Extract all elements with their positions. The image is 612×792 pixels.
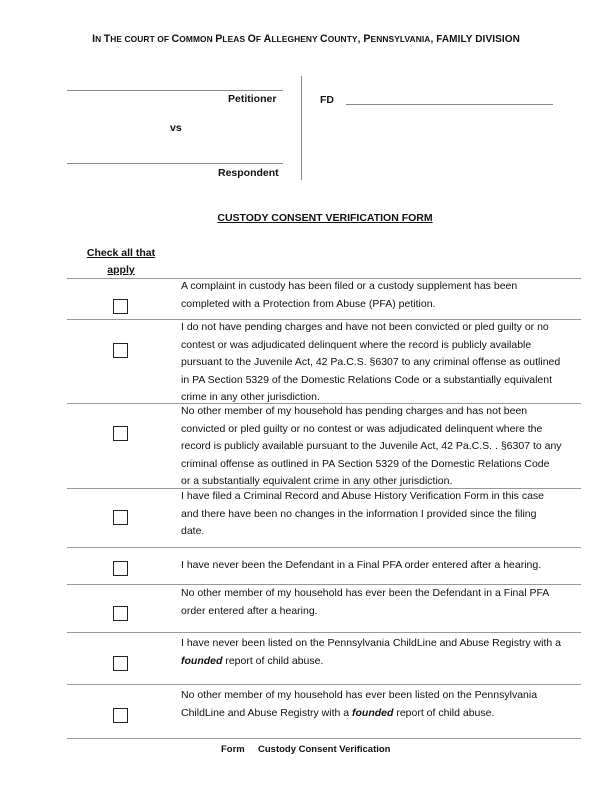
statement-text: I have filed a Criminal Record and Abuse History Verification Form in this case and there have been no changes in the information I provided since the filing date. xyxy=(181,490,544,537)
statement-text: I have never been the Defendant in a Final PFA order entered after a hearing. xyxy=(181,559,542,571)
row-divider xyxy=(67,547,581,548)
statement-text: A complaint in custody has been filed or a custody supplement has been completed with a Protection from Abuse (PFA) petition. xyxy=(181,280,518,310)
petitioner-label: Petitioner xyxy=(228,93,277,105)
statement-checkbox[interactable] xyxy=(113,656,128,671)
statement-checkbox[interactable] xyxy=(113,606,128,621)
statement-checkbox[interactable] xyxy=(113,343,128,358)
statement-checkbox[interactable] xyxy=(113,510,128,525)
statement-text: No other member of my household has ever been listed on the Pennsylvania ChildLine and Abuse Registry with a founded report of child abuse. xyxy=(181,689,538,719)
footer-form-name: Custody Consent Verification xyxy=(258,744,391,755)
row-divider xyxy=(67,632,581,633)
caption-divider xyxy=(301,76,302,180)
form-title: CUSTODY CONSENT VERIFICATION FORM xyxy=(217,212,433,224)
court-heading: IN THE COURT OF COMMON PLEAS OF ALLEGHENY COUNTY, PENNSYLVANIA, FAMILY DIVISION xyxy=(92,33,520,45)
statement-text: I do not have pending charges and have not been convicted or pled guilty or no contest or was adjudicated delinquent where the record is publicly available pursuant to the Juvenile Act, 42 Pa.C.S. §6307 to any criminal offense as outlined in PA Section 5329 of the Domestic Relations Code or a substantially equivalent crime in any other jurisdiction. xyxy=(181,321,561,403)
statement-checkbox[interactable] xyxy=(113,708,128,723)
statement-text: I have never been listed on the Pennsylvania ChildLine and Abuse Registry with a founded report of child abuse. xyxy=(181,637,561,667)
fd-label: FD xyxy=(320,94,334,106)
statement-text: No other member of my household has pending charges and has not been convicted or pled guilty or no contest or was adjudicated delinquent where the record is publicly available pursuant to the Juvenile Act, 42 Pa.C.S. . §6307 to any criminal offense as outlined in PA Section 5329 of the Domestic Relations Code or a substantially equivalent crime in any other jurisdiction. xyxy=(181,405,562,487)
statement-checkbox[interactable] xyxy=(113,299,128,314)
row-divider xyxy=(67,684,581,685)
versus-label: vs xyxy=(170,122,182,134)
respondent-label: Respondent xyxy=(218,167,279,179)
check-all-header: Check all that apply xyxy=(86,247,156,276)
statement-text: No other member of my household has ever been the Defendant in a Final PFA order entered after a hearing. xyxy=(181,587,550,617)
fd-number-line[interactable] xyxy=(346,104,553,105)
table-bottom-line xyxy=(67,738,581,739)
statement-checkbox[interactable] xyxy=(113,426,128,441)
statement-checkbox[interactable] xyxy=(113,561,128,576)
footer-form-label: Form xyxy=(221,744,245,755)
respondent-name-line[interactable] xyxy=(67,163,283,164)
petitioner-name-line[interactable] xyxy=(67,90,283,91)
